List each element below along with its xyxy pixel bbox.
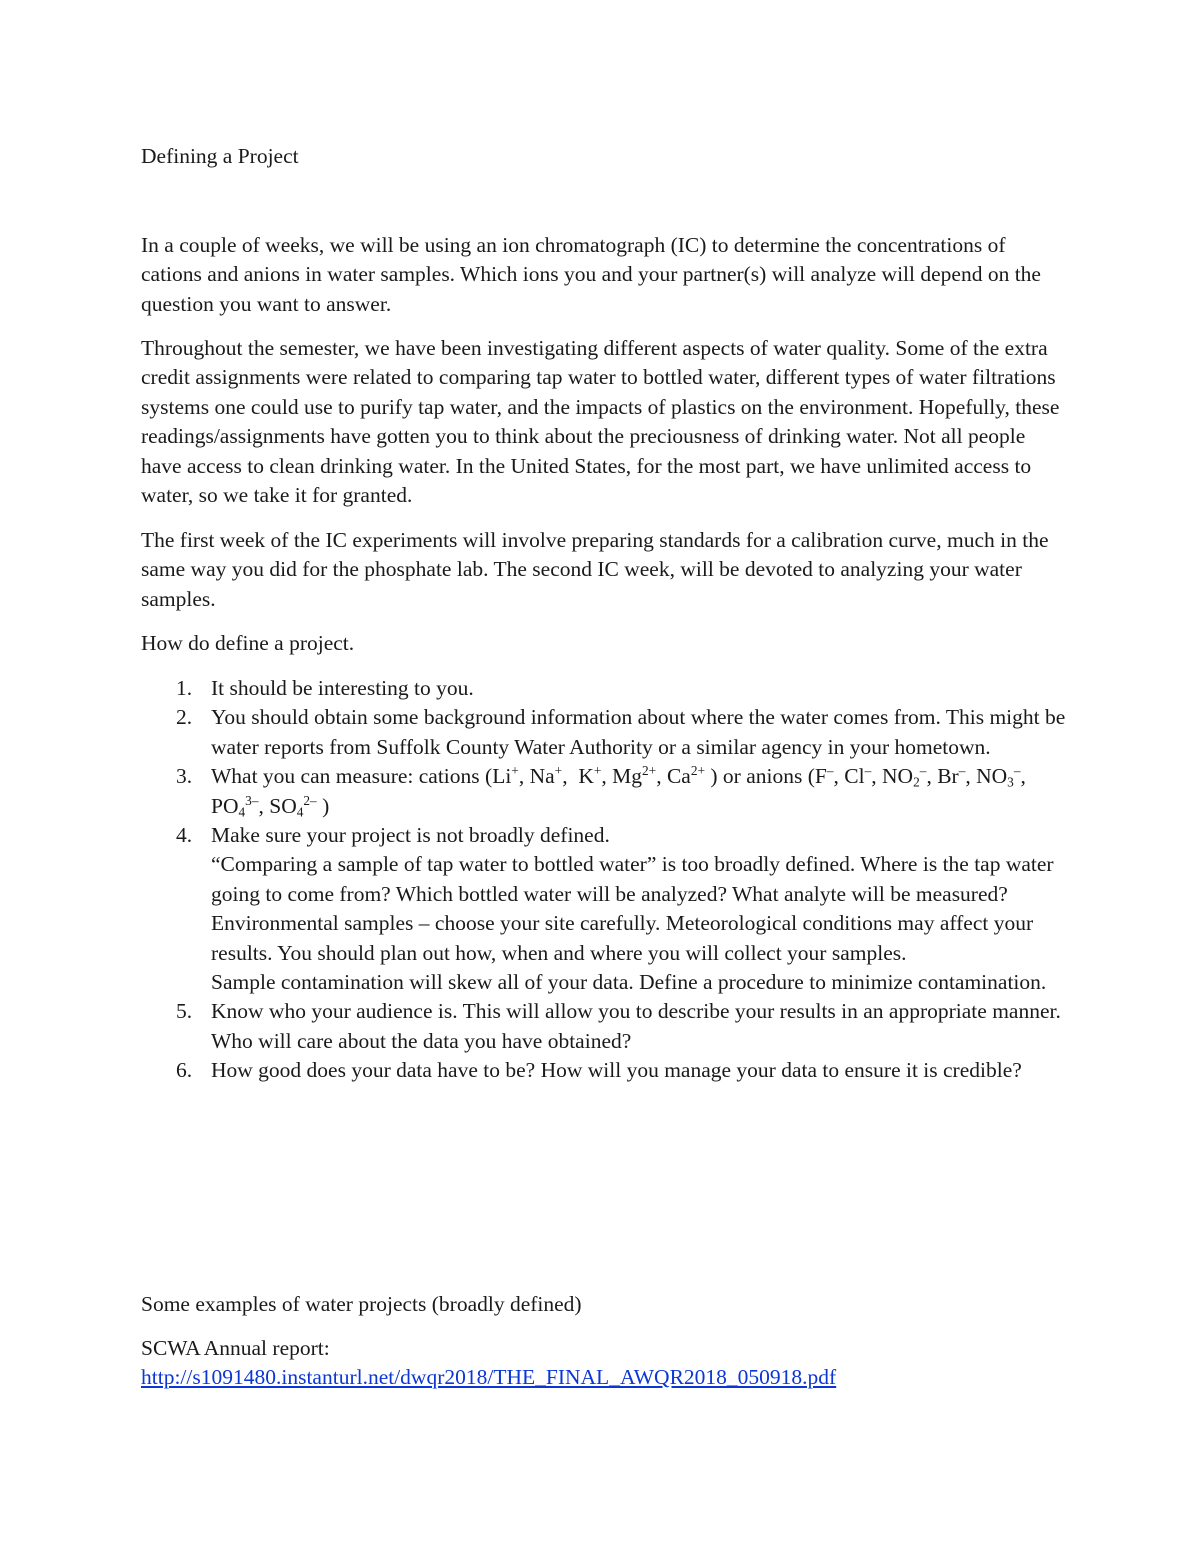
list-item (141, 703, 1071, 762)
list-number: 3. (176, 764, 193, 789)
list-number: 4. (176, 823, 193, 848)
paragraph-intro: In a couple of weeks, we will be using an ion chromatograph (IC) to determine the concentrations of cations and anions in water samples. Which ions you and your partner(s) will analyze will depend on the question you want to answer. (141, 233, 1041, 316)
scwa-link-line (141, 1363, 1071, 1392)
page-title: Defining a Project (141, 144, 299, 168)
paragraph-how-define: How do define a project. (141, 631, 355, 655)
list-number: 1. (176, 676, 193, 700)
list-item-subparagraph: Sample contamination will skew all of your data. Define a procedure to minimize contamination. (211, 970, 1047, 995)
list-item-text: You should obtain some background information about where the water comes from. This might be water reports from Suffolk County Water Authority or a similar agency in your hometown. (211, 705, 1066, 759)
list-number: 6. (176, 1058, 193, 1083)
list-item (141, 674, 1071, 703)
paragraph-ic-weeks: The first week of the IC experiments will involve preparing standards for a calibration curve, much in the same way you did for the phosphate lab. The second IC week, will be devoted to analyzing your water samples. (141, 528, 1049, 611)
list-item (141, 1056, 1071, 1085)
list-item-text: Know who your audience is. This will allow you to describe your results in an appropriate manner. Who will care about the data you have obtained? (211, 999, 1061, 1053)
list-number: 5. (176, 999, 193, 1024)
list-item (141, 997, 1071, 1056)
paragraph-semester: Throughout the semester, we have been investigating different aspects of water quality. Some of the extra credit assignments were related to comparing tap water to bottled water, different types of water filtrations systems one could use to purify tap water, and the impacts of plastics on the environment. Hopefully, these readings/assignments have gotten you to think about the preciousness of drinking water. Not all people have access to clean drinking water. In the United States, for the most part, we have unlimited access to water, so we take it for granted. (141, 336, 1060, 508)
examples-heading: Some examples of water projects (broadly defined) (141, 1292, 582, 1316)
list-item (141, 762, 1071, 821)
scwa-report-link[interactable]: http://s1091480.instanturl.net/dwqr2018/THE_FINAL_AWQR2018_050918.pdf (141, 1365, 837, 1389)
list-item-subparagraph: “Comparing a sample of tap water to bottled water” is too broadly defined. Where is the tap water going to come from? Which bottled water will be analyzed? What analyte will be measured? (211, 852, 1054, 906)
list-item-text-measure: What you can measure: cations (Li+, Na+, K+, $Mg^{2+}$, $Ca^{2+}$ ) or anions (F–, Cl–, $NO_2^-$, Br–, $NO_3^-$, $PO_4^{3-}$, $SO_4^{2-}$ ) (211, 763, 1026, 819)
list-item-subparagraph: Environmental samples – choose your site carefully. Meteorological conditions may affect your results. You should plan out how, when and where you will collect your samples. (211, 911, 1034, 965)
list-item-text: It should be interesting to you. (211, 676, 474, 700)
list-item (141, 821, 1071, 997)
scwa-label: SCWA Annual report: (141, 1336, 330, 1360)
list-item-text: How good does your data have to be? How will you manage your data to ensure it is credible? (211, 1058, 1022, 1083)
project-guidelines-list (141, 674, 1071, 1086)
list-item-text: Make sure your project is not broadly defined. (211, 823, 610, 848)
list-number: 2. (176, 705, 193, 730)
